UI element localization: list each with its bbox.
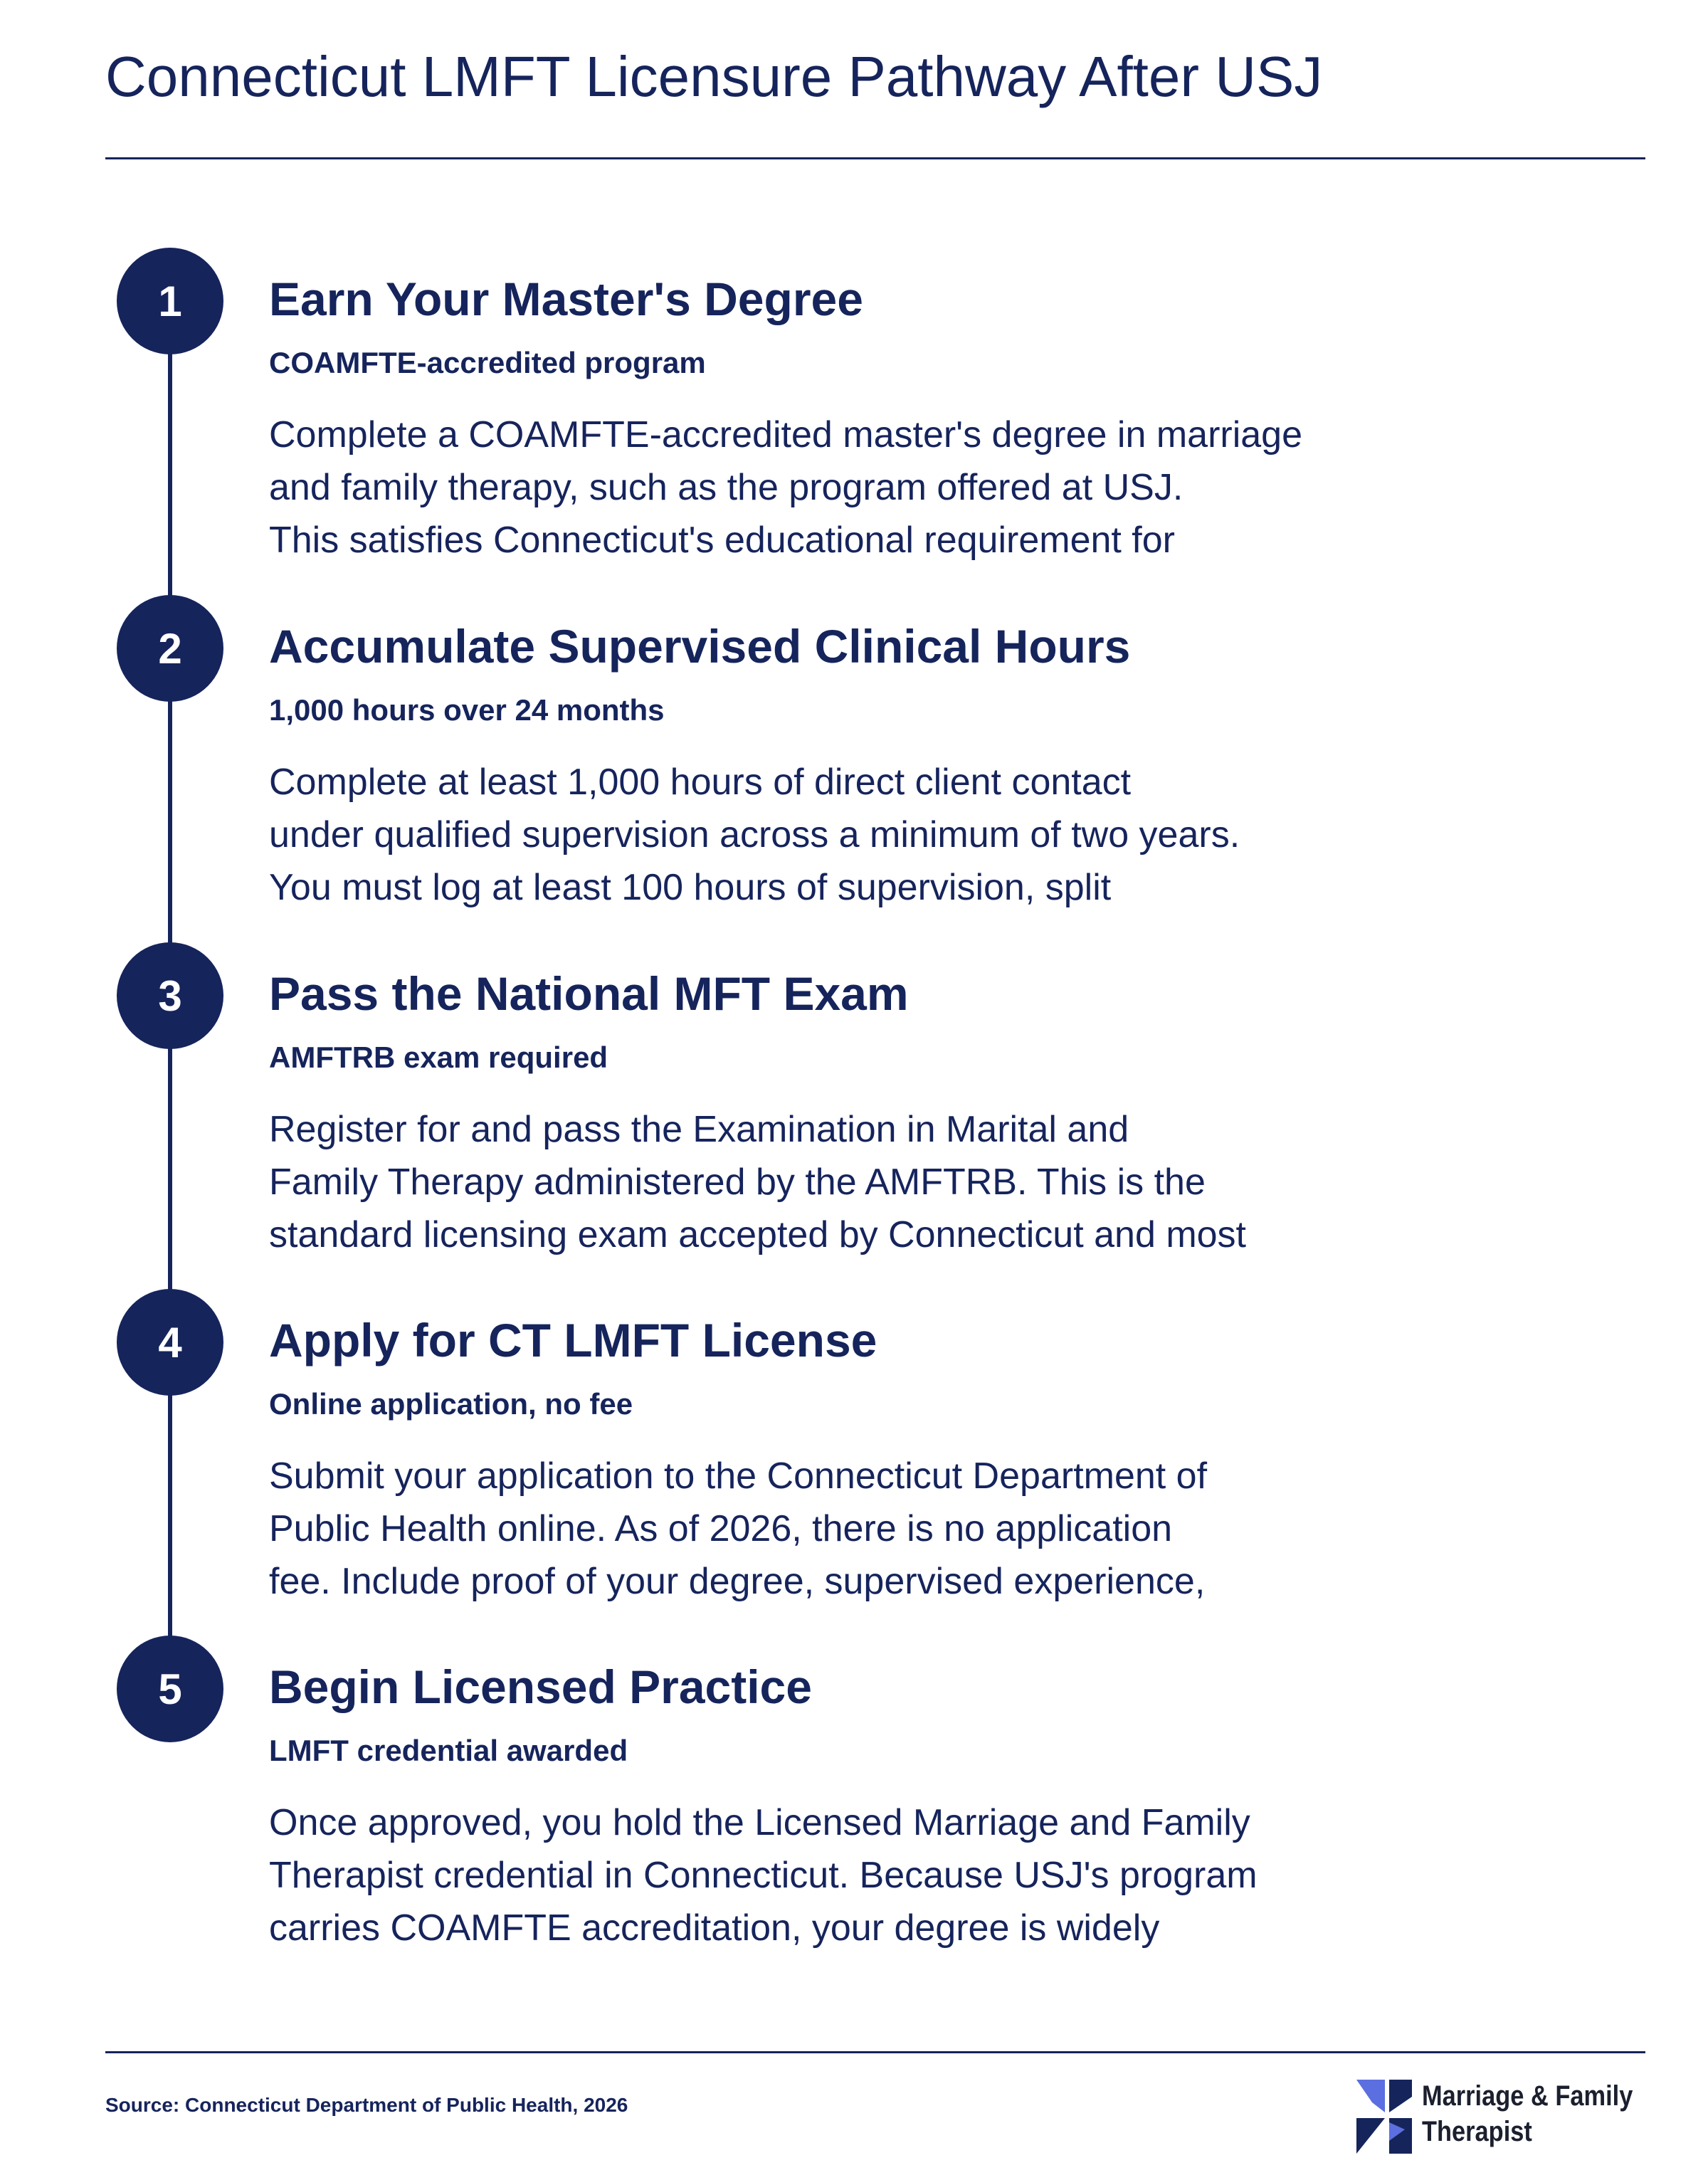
step-description-line: carries COAMFTE accreditation, your degree is widely	[269, 1907, 1160, 1949]
step-description	[269, 756, 1240, 914]
step-description-line: standard licensing exam accepted by Connecticut and most	[269, 1214, 1246, 1255]
step-subtitle: LMFT credential awarded	[269, 1734, 628, 1767]
step-description-line: and family therapy, such as the program offered at USJ.	[269, 467, 1184, 508]
step-subtitle: COAMFTE-accredited program	[269, 346, 706, 379]
step-description-line: under qualified supervision across a minimum of two years.	[269, 814, 1240, 855]
step-description-line: Once approved, you hold the Licensed Marriage and Family	[269, 1802, 1250, 1843]
step-number-badge: 4	[117, 1289, 223, 1396]
step-subtitle: 1,000 hours over 24 months	[269, 693, 665, 727]
step-number-badge: 3	[117, 942, 223, 1049]
logo-text-line1: Marriage & Family	[1422, 2080, 1633, 2112]
logo-wordmark	[1422, 2078, 1633, 2149]
mft-logo-mark-icon	[1356, 2080, 1412, 2154]
step-description	[269, 1450, 1207, 1608]
step-title: Begin Licensed Practice	[269, 1660, 812, 1713]
step-description-line: Therapist credential in Connecticut. Because USJ's program	[269, 1855, 1258, 1896]
page-title: Connecticut LMFT Licensure Pathway After USJ	[105, 45, 1323, 108]
step-number-badge: 1	[117, 248, 223, 354]
step-title: Accumulate Supervised Clinical Hours	[269, 620, 1131, 673]
step-description-line: fee. Include proof of your degree, supervised experience,	[269, 1561, 1206, 1602]
step-title: Apply for CT LMFT License	[269, 1314, 877, 1367]
step-description	[269, 1103, 1246, 1261]
step-subtitle: AMFTRB exam required	[269, 1041, 608, 1074]
step-number-badge: 2	[117, 595, 223, 702]
brand-logo	[1356, 2078, 1645, 2157]
title-divider	[105, 157, 1645, 159]
step-description	[269, 409, 1302, 567]
step-subtitle: Online application, no fee	[269, 1387, 633, 1421]
step-description-line: You must log at least 100 hours of supervision, split	[269, 867, 1112, 908]
footer-divider	[105, 2051, 1645, 2053]
step-description-line: Submit your application to the Connecticut Department of	[269, 1455, 1208, 1497]
step-title: Pass the National MFT Exam	[269, 967, 909, 1020]
step-description-line: Complete at least 1,000 hours of direct client contact	[269, 762, 1132, 803]
step-title: Earn Your Master's Degree	[269, 273, 863, 325]
step-number-badge: 5	[117, 1636, 223, 1742]
step-description-line: Complete a COAMFTE-accredited master's degree in marriage	[269, 414, 1303, 456]
logo-text-line2: Therapist	[1422, 2116, 1532, 2147]
step-description-line: Public Health online. As of 2026, there is no application	[269, 1508, 1173, 1549]
source-note: Source: Connecticut Department of Public Health, 2026	[105, 2094, 628, 2116]
step-description-line: This satisfies Connecticut's educational requirement for	[269, 520, 1175, 561]
step-description	[269, 1796, 1258, 1954]
step-description-line: Family Therapy administered by the AMFTRB. This is the	[269, 1162, 1206, 1203]
step-description-line: Register for and pass the Examination in Marital and	[269, 1109, 1129, 1150]
